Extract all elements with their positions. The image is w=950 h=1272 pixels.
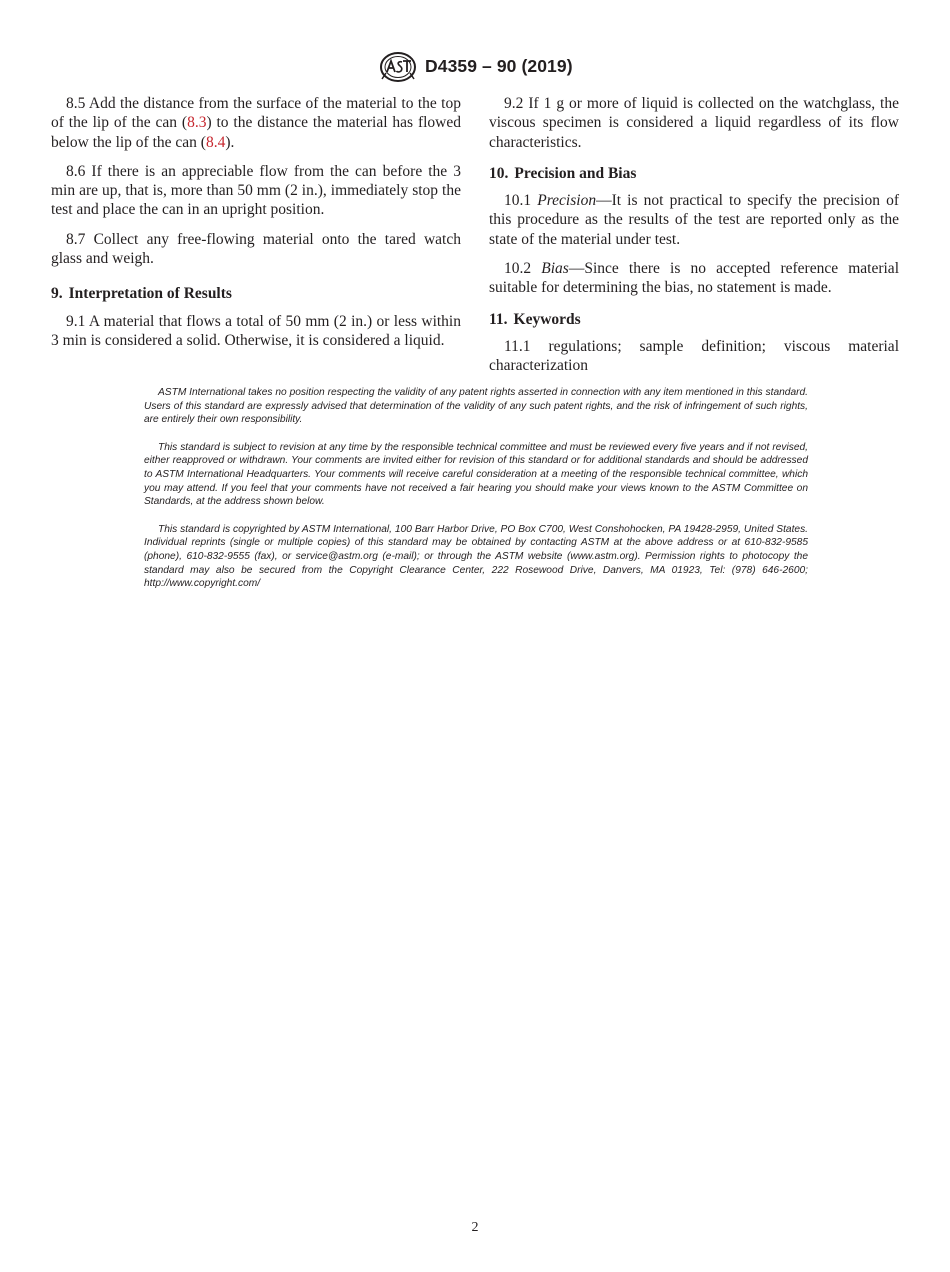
paragraph-8-7: 8.7 Collect any free-flowing material onto the tared watch glass and weigh. [51,230,461,268]
right-column [489,94,899,386]
paragraph-9-2: 9.2 If 1 g or more of liquid is collected on the watchglass, the viscous specimen is considered a liquid regardless of its flow characteristics. [489,95,899,151]
cross-reference-link[interactable]: 8.4 [205,133,226,151]
paragraph-8-5: 8.5 Add the distance from the surface of the material to the top of the lip of the can (8.3) to the distance the material has flowed below the lip of the can (8.4). [51,95,461,151]
paragraph-9-1: 9.1 A material that flows a total of 50 mm (2 in.) or less within 3 min is considered a solid. Otherwise, it is considered a liquid. [51,312,461,349]
revision-notice: This standard is subject to revision at any time by the responsible technical committee and must be reviewed every five years and if not revised, either reapproved or withdrawn. Your comments are invited either for revision of this standard or for additional standards and should be addressed to ASTM International Headquarters. Your comments will receive careful consideration at a meeting of the responsible technical committee, which you may attend. If you feel that your comments have not received a fair hearing you should make your views known to the ASTM Committee on Standards, at the address shown below. [144,441,808,508]
cross-reference-link[interactable]: 8.3 [187,114,207,132]
page-header [0,50,950,84]
paragraph-11-1: 11.1 regulations; sample definition; viscous material characterization [489,337,899,375]
astm-logo-icon [378,51,418,83]
paragraph-8-6: 8.6 If there is an appreciable flow from the can before the 3 min are up, that is, more than 50 mm (2 in.), immediately stop the test and place the can in an upright position. [51,162,461,219]
section-9-heading: 9. Interpretation of Results [51,285,232,303]
copyright-notice: This standard is copyrighted by ASTM International, 100 Barr Harbor Drive, PO Box C700, West Conshohocken, PA 19428-2959, United States. Individual reprints (single or multiple copies) of this standard may be obtained by contacting ASTM at the above address or at 610-832-9585 (phone), 610-832-9555 (fax), or service@astm.org (e-mail); or through the ASTM website (www.astm.org). Permission rights to photocopy the standard may also be secured from the Copyright Clearance Center, 222 Rosewood Drive, Danvers, MA 01923, Tel: (978) 646-2600; http://www.copyright.com/ [144,523,808,590]
legal-notices [144,386,808,605]
page-number: 2 [471,1220,479,1235]
document-designation: D4359 – 90 (2019) [425,56,573,76]
paragraph-10-1: 10.1 Precision—It is not practical to specify the precision of this procedure as the results of the test are reported only as the state of the material under test. [489,192,899,248]
paragraph-10-2: 10.2 Bias—Since there is no accepted reference material suitable for determining the bias, no statement is made. [489,260,899,297]
section-11-heading: 11. Keywords [489,310,581,328]
section-10-heading: 10. Precision and Bias [489,164,637,182]
patent-notice: ASTM International takes no position respecting the validity of any patent rights asserted in connection with any item mentioned in this standard. Users of this standard are expressly advised that determination of the validity of any such patent rights, and the risk of infringement of such rights, are entirely their own responsibility. [144,387,808,426]
left-column [51,94,461,360]
